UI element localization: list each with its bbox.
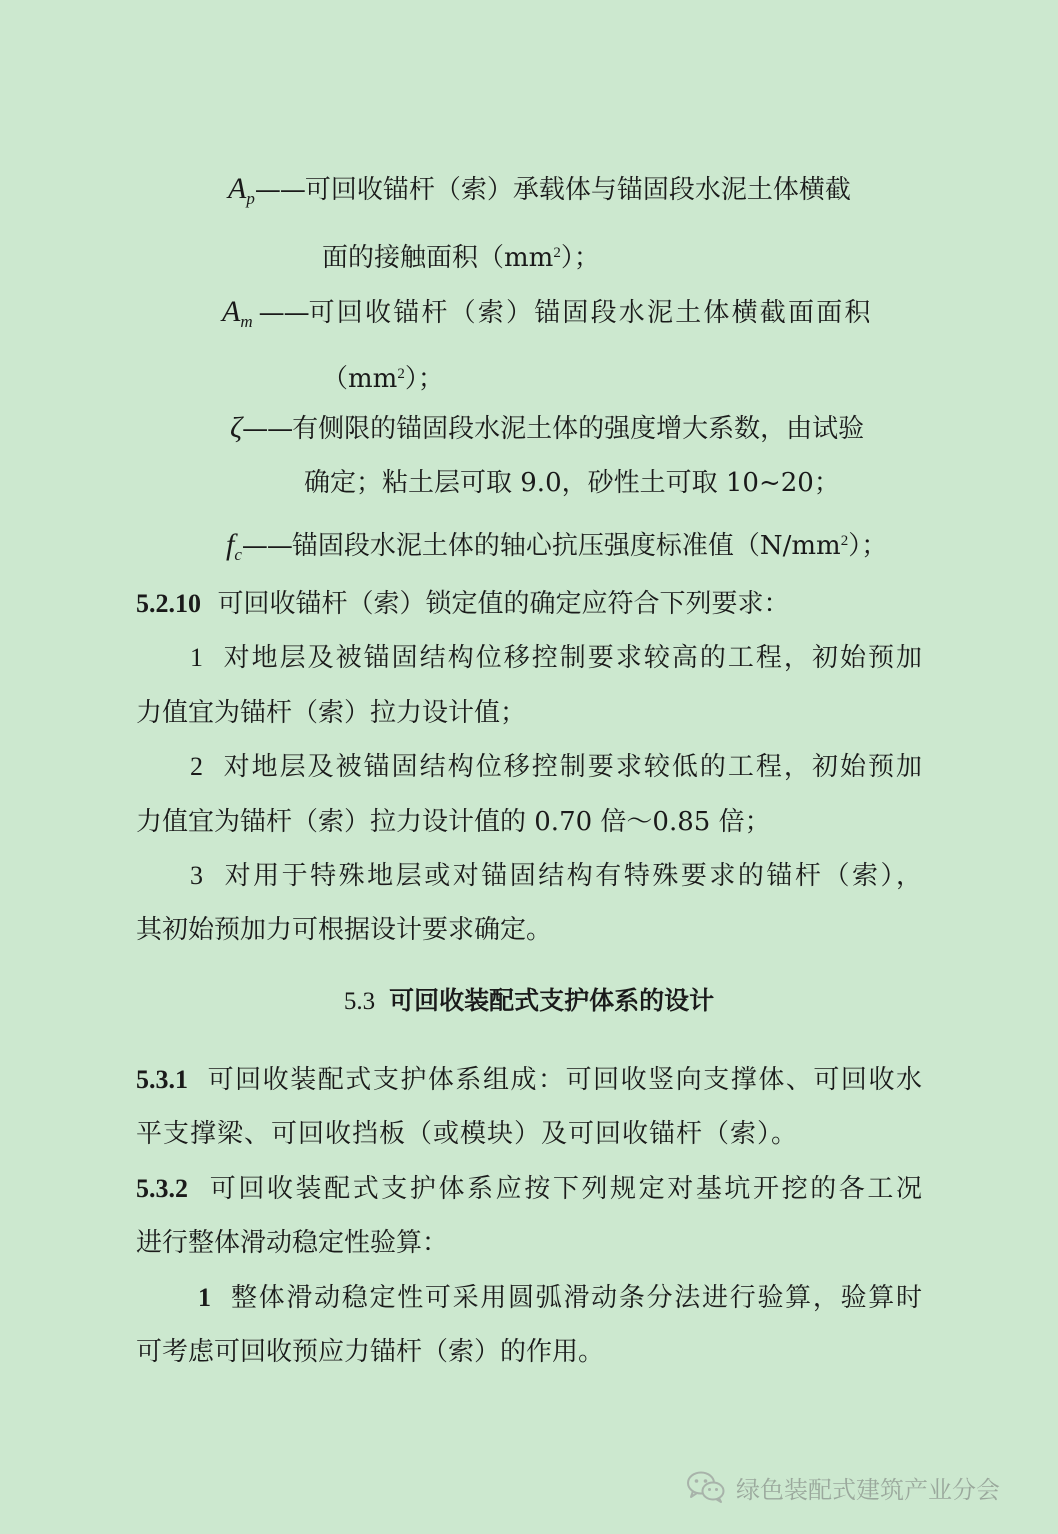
clause-5-3-2-line2 bbox=[136, 1226, 448, 1260]
list-item-text: 力值宜为锚杆（索）拉力设计值； bbox=[136, 698, 527, 728]
list-number: 1 bbox=[198, 1283, 211, 1312]
subscript-p: p bbox=[246, 189, 255, 208]
clause-text: 可回收装配式支护体系组成：可回收竖向支撑体、可回收水 bbox=[207, 1065, 922, 1095]
def-fc-tail: ）； bbox=[848, 531, 888, 561]
def-ap-text2: 面的接触面积（mm bbox=[322, 243, 554, 273]
clause-number: 5.3.2 bbox=[136, 1174, 188, 1203]
section-title: 可回收装配式支护体系的设计 bbox=[389, 986, 715, 1015]
def-ap-line2 bbox=[322, 236, 600, 275]
def-am-text2: （mm bbox=[322, 364, 398, 394]
list-item-text: 对地层及被锚固结构位移控制要求较高的工程，初始预加 bbox=[223, 643, 922, 673]
clause-5-2-10-heading bbox=[136, 587, 790, 621]
def-fc-text: 锚固段水泥土体的轴心抗压强度标准值（N/mm bbox=[291, 531, 841, 561]
superscript-2: 2 bbox=[397, 366, 405, 382]
list-item-text: 整体滑动稳定性可采用圆弧滑动条分法进行验算，验算时 bbox=[230, 1283, 922, 1313]
def-ap-line1 bbox=[228, 172, 922, 216]
clause-5-3-2-line1 bbox=[136, 1172, 922, 1206]
list-item-text: 其初始预加力可根据设计要求确定。 bbox=[136, 915, 553, 945]
superscript-2: 2 bbox=[553, 245, 561, 261]
list-item-1-line1 bbox=[190, 641, 922, 675]
list-item-1-line2 bbox=[136, 696, 526, 730]
subscript-m: m bbox=[240, 312, 253, 331]
list-item-text: 力值宜为锚杆（索）拉力设计值的 0.70 倍～0.85 倍； bbox=[136, 807, 771, 837]
list-item-text: 可考虑可回收预应力锚杆（索）的作用。 bbox=[136, 1337, 605, 1367]
clause-text: 可回收锚杆（索）锁定值的确定应符合下列要求： bbox=[217, 589, 790, 619]
em-dash: —— bbox=[241, 531, 292, 561]
def-ap-tail: ）； bbox=[560, 243, 600, 273]
symbol-f: f bbox=[226, 528, 235, 561]
def-zeta-line2 bbox=[304, 466, 840, 500]
superscript-2: 2 bbox=[840, 533, 849, 549]
list-item-3-line1 bbox=[190, 859, 922, 893]
subscript-c: c bbox=[234, 545, 242, 564]
symbol-zeta: ζ bbox=[230, 411, 243, 444]
def-zeta-line1 bbox=[230, 411, 864, 446]
def-fc-line1 bbox=[226, 524, 887, 572]
em-dash: —— bbox=[254, 175, 305, 205]
list-number: 3 bbox=[190, 861, 203, 890]
clause-text: 可回收装配式支护体系应按下列规定对基坑开挖的各工况 bbox=[209, 1174, 922, 1204]
section-heading bbox=[0, 984, 1058, 1019]
em-dash: —— bbox=[258, 298, 309, 328]
list-item-text: 对地层及被锚固结构位移控制要求较低的工程，初始预加 bbox=[223, 752, 922, 782]
list-item-2-line1 bbox=[190, 750, 922, 784]
list-item-3-line2 bbox=[136, 913, 552, 947]
def-am-line1 bbox=[222, 295, 922, 339]
clause-5-3-1-line2 bbox=[136, 1117, 798, 1151]
def-am-tail: ）； bbox=[404, 364, 444, 394]
symbol-a: A bbox=[228, 172, 247, 205]
def-am-line2 bbox=[322, 357, 444, 396]
list-number: 2 bbox=[190, 752, 203, 781]
clause-number: 5.2.10 bbox=[136, 589, 201, 618]
clause-text: 进行整体滑动稳定性验算： bbox=[136, 1228, 449, 1258]
clause-text: 平支撑梁、可回收挡板（或模块）及可回收锚杆（索）。 bbox=[136, 1119, 799, 1149]
clause-5-3-2-item-1-line2 bbox=[136, 1335, 604, 1369]
section-number: 5.3 bbox=[343, 988, 376, 1015]
clause-5-3-2-item-1-line1 bbox=[198, 1281, 922, 1315]
list-number: 1 bbox=[190, 643, 203, 672]
symbol-a: A bbox=[222, 295, 241, 328]
em-dash: —— bbox=[242, 414, 293, 444]
def-zeta-text: 有侧限的锚固段水泥土体的强度增大系数，由试验 bbox=[292, 414, 865, 444]
list-item-text: 对用于特殊地层或对锚固结构有特殊要求的锚杆（索）， bbox=[224, 861, 922, 891]
watermark-text: 绿色装配式建筑产业分会 bbox=[736, 1475, 1000, 1504]
def-ap-text: 可回收锚杆（索）承载体与锚固段水泥土体横截 bbox=[304, 175, 851, 205]
def-am-text: 可回收锚杆（索）锚固段水泥土体横截面面积 bbox=[308, 298, 873, 328]
clause-5-3-1-line1 bbox=[136, 1063, 922, 1097]
def-zeta-text2: 确定；粘土层可取 9.0，砂性土可取 10~20； bbox=[304, 468, 840, 498]
clause-number: 5.3.1 bbox=[136, 1065, 188, 1094]
watermark bbox=[686, 1467, 1000, 1507]
list-item-2-line2 bbox=[136, 805, 771, 839]
wechat-icon bbox=[686, 1470, 726, 1504]
